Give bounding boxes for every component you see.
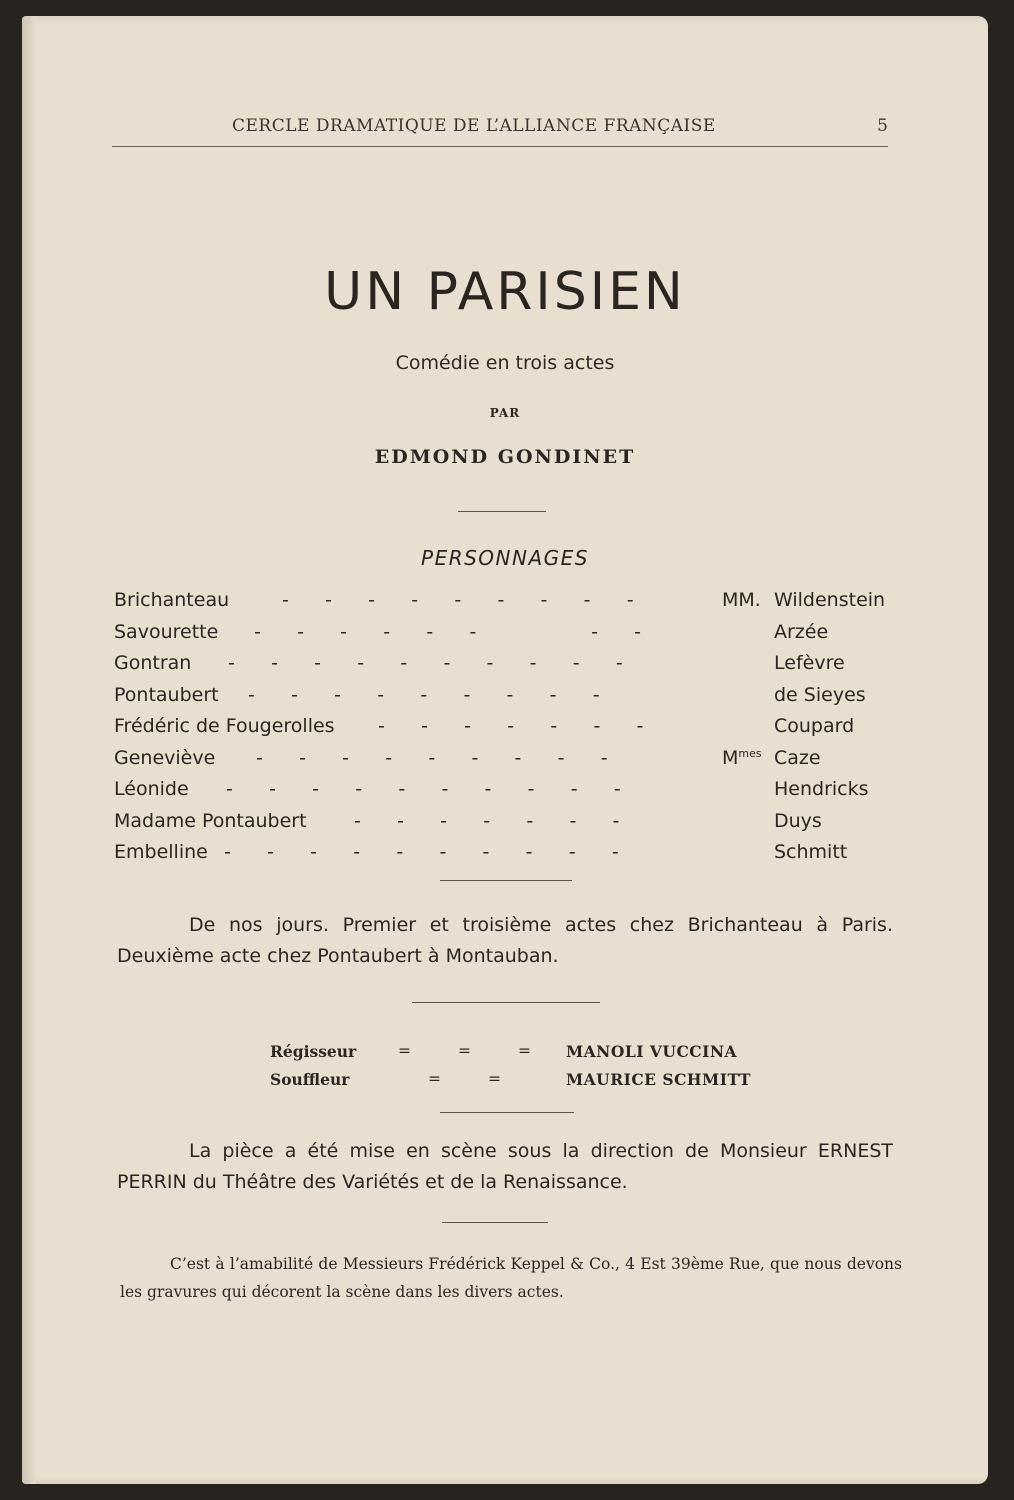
dot-leader: - - - - - - - - [254,620,642,643]
equals-leader: = [488,1070,501,1088]
cast-actor: Duys [774,809,822,832]
equals-leader: = [518,1042,531,1060]
equals-leader: = [458,1042,471,1060]
play-title: UN PARISIEN [324,262,686,322]
divider [440,1112,574,1113]
cast-title-text: M [722,746,739,769]
cast-role: Léonide [114,778,189,800]
staff-name: MAURICE SCHMITT [566,1070,751,1089]
dot-leader: - - - - - - - - - - [224,841,619,863]
cast-row [114,649,904,681]
cast-role: Frédéric de Fougerolles [114,715,335,737]
cast-row [114,586,904,618]
cast-actor: Schmitt [774,841,848,863]
page-number: 5 [877,116,888,136]
program-page [22,16,988,1484]
cast-title [722,747,762,769]
cast-actor: de Sieyes [774,683,866,706]
cast-role: Pontaubert [114,683,219,706]
cast-actor: Wildenstein [774,589,886,611]
cast-row [114,775,904,807]
divider [412,1002,600,1003]
staff-name: MANOLI VUCCINA [566,1042,738,1061]
dot-leader: - - - - - - - [354,809,620,832]
dot-leader: - - - - - - - - - [248,683,600,706]
divider [440,880,572,881]
staff-label: Régisseur [270,1042,357,1061]
cast-role: Geneviève [114,746,216,769]
personnages-heading: PERSONNAGES [421,546,589,570]
cast-row [114,712,904,744]
dot-leader: - - - - - - - [378,715,644,737]
equals-leader: = [398,1042,411,1060]
dot-leader: - - - - - - - - - - [226,778,621,800]
setting-paragraph: De nos jours. Premier et troisième actes chez Brichanteau à Paris. Deuxième acte chez Pontaubert à Montauban. [117,914,893,967]
divider [442,1222,548,1223]
cast-list [114,586,904,870]
cast-title-sup: mes [738,746,762,760]
cast-role: Gontran [114,652,192,674]
dot-leader: - - - - - - - - - - [228,652,623,674]
staff-label: Souffleur [270,1070,350,1089]
page-spine [22,16,36,1484]
cast-actor: Lefèvre [774,652,845,674]
header-title: CERCLE DRAMATIQUE DE L’ALLIANCE FRANÇAISE [232,116,716,136]
cast-row [114,838,904,870]
credit-paragraph: C’est à l’amabilité de Messieurs Frédérick Keppel & Co., 4 Est 39ème Rue, que nous devons les gravures qui décorent la scène dans les divers actes. [120,1255,902,1301]
direction-paragraph: La pièce a été mise en scène sous la direction de Monsieur ERNEST PERRIN du Théâtre des Variétés et de la Renaissance. [117,1140,893,1193]
cast-actor: Coupard [774,715,855,737]
equals-leader: = [428,1070,441,1088]
cast-actor: Arzée [774,620,829,643]
cast-row [114,807,904,839]
divider [458,511,546,512]
cast-role: Brichanteau [114,589,230,611]
cast-role: Embelline [114,841,208,863]
cast-row [114,681,904,713]
cast-actor: Caze [774,746,821,769]
cast-row [114,618,904,650]
cast-row [114,744,904,776]
cast-title [722,589,761,611]
cast-actor: Hendricks [774,778,869,800]
cast-title-text: MM. [722,589,761,611]
by-label: PAR [489,406,521,420]
play-subtitle: Comédie en trois actes [395,352,615,374]
dot-leader: - - - - - - - - - [256,746,608,769]
running-header [112,116,888,147]
play-author: EDMOND GONDINET [374,446,636,468]
cast-role: Savourette [114,620,219,643]
cast-role: Madame Pontaubert [114,809,307,832]
dot-leader: - - - - - - - - - [282,589,634,611]
